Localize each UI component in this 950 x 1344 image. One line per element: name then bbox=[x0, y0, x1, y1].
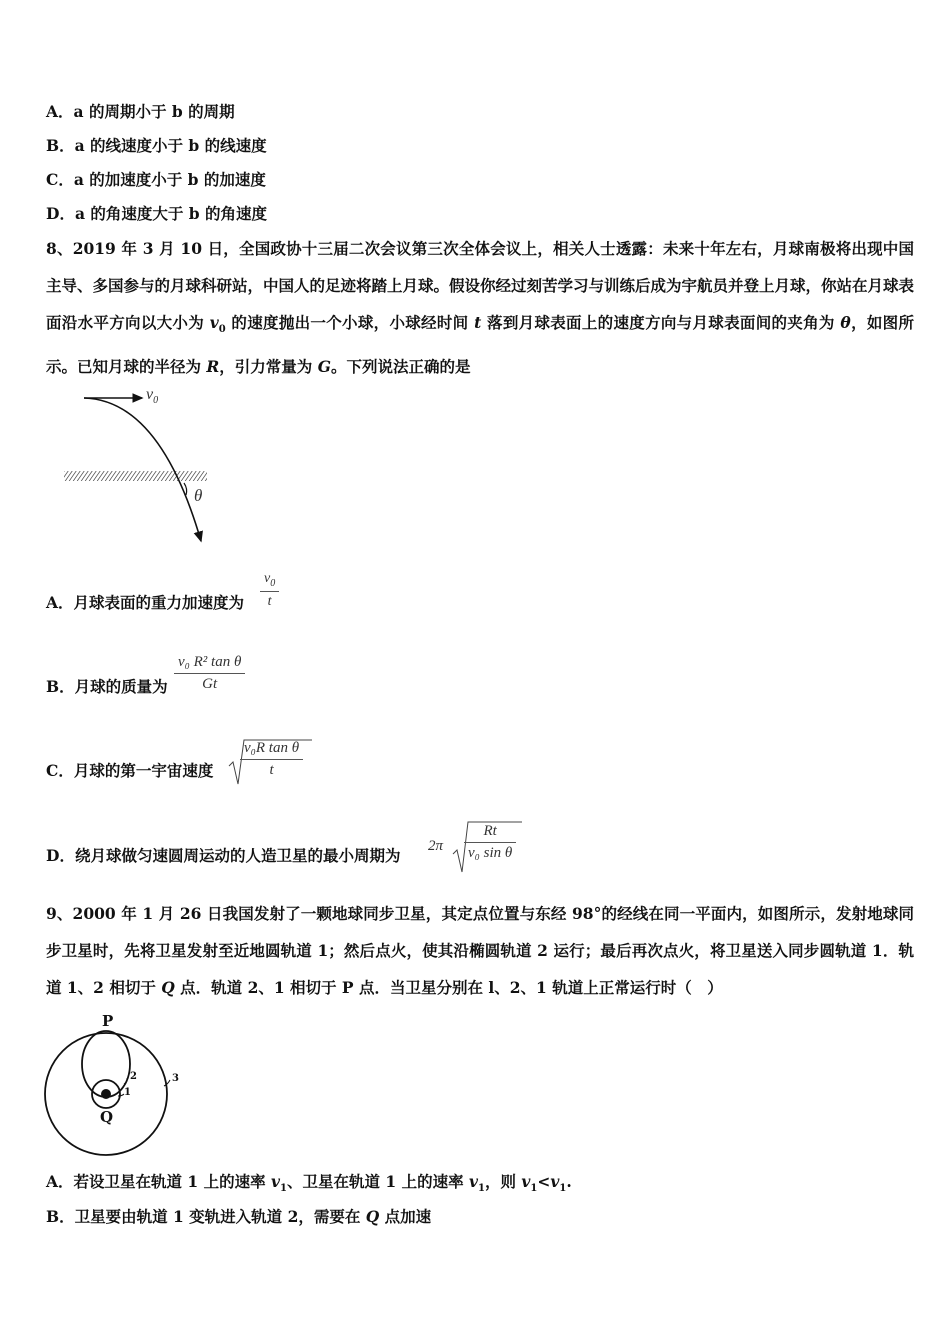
q8-option-a: A．月球表面的重力加速度为 bbox=[46, 593, 245, 612]
q8-option-c: C．月球的第一宇宙速度 bbox=[46, 761, 214, 780]
orbit-3-label: 3 bbox=[172, 1073, 179, 1084]
q8-option-b-formula: $\frac{\text{v₀ R² tan θ}}{Gt}$ bbox=[174, 654, 245, 693]
q7-option-b: B．a 的线速度小于 b 的线速度 bbox=[46, 136, 267, 155]
q9-stem: 9、2000 年 1 月 26 日我国发射了一颗地球同步卫星，其定点位置与东经 98°的经线在同一平面内，如图所示，发射地球同步卫星时，先将卫星发射至近地圆轨道 1；然后点火，使其沿椭圆轨道 2 运行；最后再次点火，将卫星送入同步圆轨道 1．轨道 1、2 相切于 Q 点．轨道 2、1 相切于 P 点．当卫星分别在 l、2、1 轨道上正常运行时（ ） bbox=[46, 904, 914, 997]
ground-surface bbox=[64, 471, 207, 481]
point-q-label: Q bbox=[100, 1108, 114, 1126]
q7-option-a: A．a 的周期小于 b 的周期 bbox=[46, 102, 235, 121]
q8-option-a-formula: $\frac{v_0}{t}$ bbox=[260, 571, 279, 610]
q7-option-d: D．a 的角速度大于 b 的角速度 bbox=[46, 204, 268, 223]
q8-projectile-figure bbox=[60, 385, 220, 555]
q9-option-a: A．若设卫星在轨道 1 上的速率 $v_1$、卫星在轨道 1 上的速率 $v_1$，则 $v_1<v_1$. bbox=[46, 1172, 572, 1195]
v0-label: $v_0$ bbox=[146, 386, 159, 407]
point-p-label: P bbox=[102, 1012, 114, 1030]
theta-label: θ bbox=[194, 486, 203, 505]
q7-option-c: C．a 的加速度小于 b 的加速度 bbox=[46, 170, 266, 189]
orbit-2-ellipse bbox=[82, 1031, 130, 1097]
q9-option-b: B．卫星要由轨道 1 变轨进入轨道 2，需要在 Q 点加速 bbox=[46, 1207, 432, 1226]
q8-option-d-coef: 2π bbox=[428, 838, 444, 854]
q8-stem: 8、2019 年 3 月 10 日，全国政协十三届二次会议第三次全体会议上，相关人士透露：未来十年左右，月球南极将出现中国主导、多国参与的月球科研站，中国人的足迹将踏上月球。假设你经过刻苦学习与训练后成为宇航员并登上月球，你站在月球表面沿水平方向以大小为 $v_0$ 的速度抛出一个小球，小球经时间 t 落到月球表面上的速度方向与月球表面间的夹角为 θ，如图所示。已知月球的半径为 R，引力常量为 G。下列说法正确的是 bbox=[46, 239, 915, 377]
q8-option-d: D．绕月球做匀速圆周运动的人造卫星的最小周期为 bbox=[46, 846, 401, 865]
q9-orbit-figure bbox=[40, 1012, 190, 1162]
orbit-2-label: 2 bbox=[130, 1071, 137, 1082]
orbit-2-leader bbox=[124, 1078, 127, 1084]
q8-option-c-formula: $\frac{\text{v₀R tan θ}}{t}$ bbox=[240, 740, 303, 779]
q8-option-b: B．月球的质量为 bbox=[46, 677, 168, 696]
q8-option-d-formula: $\frac{Rt}{\text{v₀ sin θ}}$ bbox=[464, 823, 516, 862]
orbit-1-label: 1 bbox=[124, 1087, 131, 1098]
trajectory-curve bbox=[84, 398, 201, 541]
earth-dot bbox=[101, 1089, 111, 1099]
